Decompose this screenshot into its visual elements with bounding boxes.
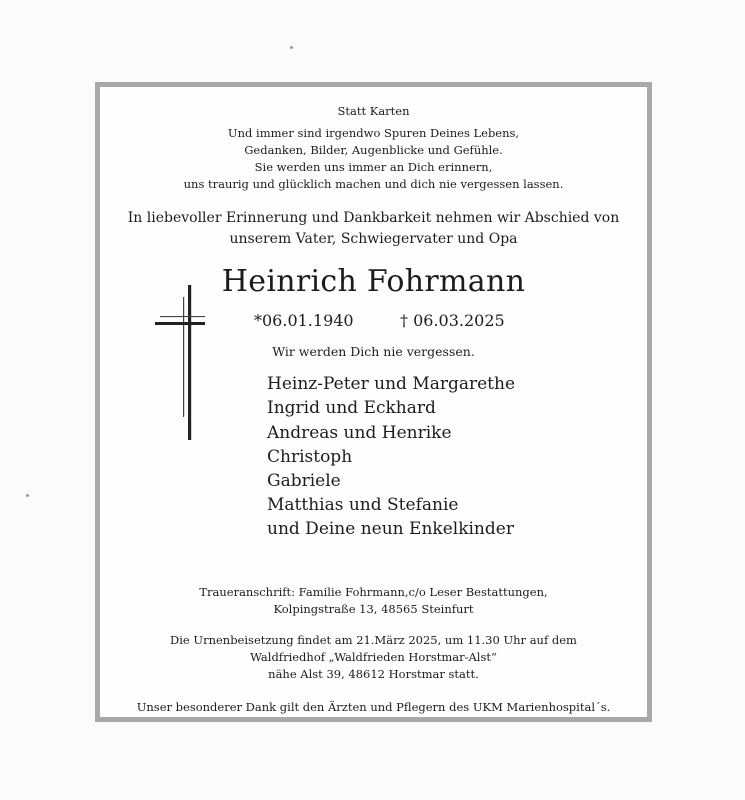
obituary-notice bbox=[95, 82, 652, 722]
family-member: Ingrid und Eckhard bbox=[267, 398, 436, 418]
family-member: Heinz-Peter und Margarethe bbox=[267, 374, 516, 394]
ceremony-line: nähe Alst 39, 48612 Horstmar statt. bbox=[268, 667, 479, 681]
ceremony-line: Waldfriedhof „Waldfrieden Horstmar-Alst“ bbox=[250, 650, 497, 664]
thanks-line: Unser besonderer Dank gilt den Ärzten und Pflegern des UKM Marienhospital´s. bbox=[136, 700, 611, 714]
deceased-name: Heinrich Fohrmann bbox=[221, 264, 526, 299]
address-line: Traueranschrift: Familie Fohrmann,c/o Leser Bestattungen, bbox=[199, 585, 548, 599]
scan-speck bbox=[290, 46, 293, 49]
address-line: Kolpingstraße 13, 48565 Steinfurt bbox=[273, 602, 474, 616]
death-date: † 06.03.2025 bbox=[400, 311, 505, 330]
motto: Wir werden Dich nie vergessen. bbox=[272, 344, 475, 359]
cross-icon bbox=[155, 285, 205, 440]
poem-line: Und immer sind irgendwo Spuren Deines Lebens, bbox=[227, 126, 520, 140]
ceremony-line: Die Urnenbeisetzung findet am 21.März 2025, um 11.30 Uhr auf dem bbox=[170, 633, 577, 647]
intro-line: In liebevoller Erinnerung und Dankbarkeit nehmen wir Abschied von bbox=[127, 210, 620, 226]
family-member: Andreas und Henrike bbox=[267, 423, 452, 443]
scan-speck bbox=[26, 494, 29, 497]
family-member: und Deine neun Enkelkinder bbox=[267, 519, 514, 539]
poem-line: Sie werden uns immer an Dich erinnern, bbox=[254, 160, 493, 174]
poem-line: uns traurig und glücklich machen und dich nie vergessen lassen. bbox=[183, 177, 564, 191]
notice-heading: Statt Karten bbox=[337, 104, 410, 118]
birth-date: *06.01.1940 bbox=[254, 311, 354, 330]
family-member: Christoph bbox=[267, 447, 353, 467]
family-member: Gabriele bbox=[267, 471, 341, 491]
family-member: Matthias und Stefanie bbox=[267, 495, 459, 515]
intro-line: unserem Vater, Schwiegervater und Opa bbox=[229, 231, 518, 247]
poem-line: Gedanken, Bilder, Augenblicke und Gefühle. bbox=[244, 143, 503, 157]
